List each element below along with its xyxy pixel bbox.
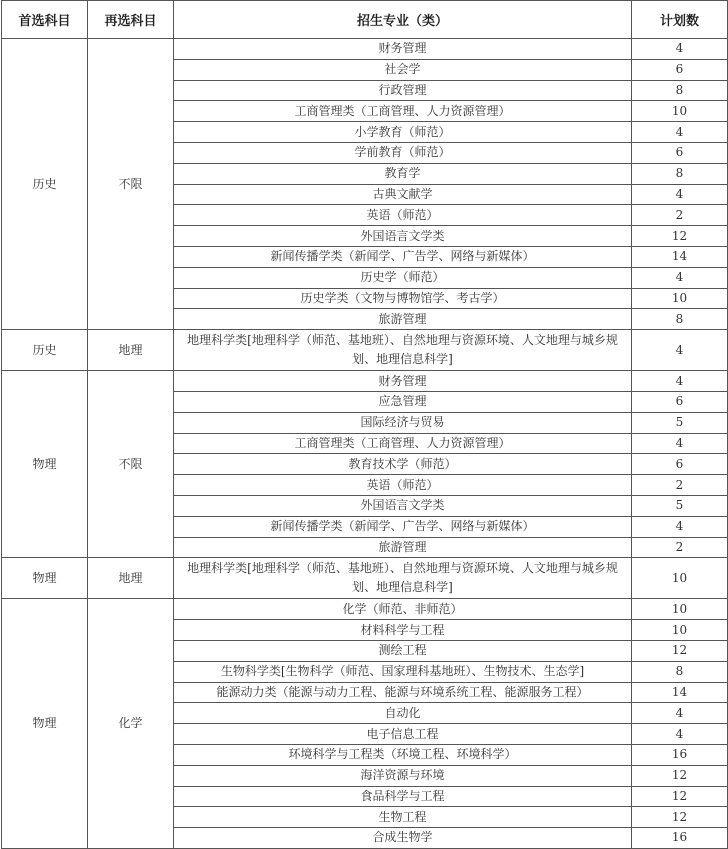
plan-count-cell: 4 <box>632 330 728 371</box>
table-header <box>2 1 728 39</box>
major-cell: 地理科学类[地理科学（师范、基地班）、自然地理与资源环境、人文地理与城乡规划、地理信息科学] <box>174 330 632 371</box>
table-row <box>2 558 728 599</box>
plan-count-cell: 12 <box>632 786 728 807</box>
plan-count-cell: 2 <box>632 205 728 226</box>
plan-count-cell: 4 <box>632 724 728 745</box>
plan-count-cell: 4 <box>632 267 728 288</box>
major-cell: 新闻传播学类（新闻学、广告学、网络与新媒体） <box>174 516 632 537</box>
header-row <box>2 1 728 39</box>
plan-count-cell: 4 <box>632 184 728 205</box>
major-cell: 能源动力类（能源与动力工程、能源与环境系统工程、能源服务工程） <box>174 682 632 703</box>
plan-count-cell: 2 <box>632 537 728 558</box>
header-plan-count: 计划数 <box>632 1 728 39</box>
plan-count-cell: 6 <box>632 454 728 475</box>
first-subject-cell: 物理 <box>2 599 88 849</box>
plan-count-cell: 8 <box>632 661 728 682</box>
major-cell: 社会学 <box>174 59 632 80</box>
major-cell: 电子信息工程 <box>174 724 632 745</box>
plan-count-cell: 14 <box>632 246 728 267</box>
major-cell: 测绘工程 <box>174 640 632 661</box>
second-subject-cell: 地理 <box>88 330 174 371</box>
plan-count-cell: 5 <box>632 412 728 433</box>
major-cell: 英语（师范） <box>174 205 632 226</box>
first-subject-cell: 历史 <box>2 330 88 371</box>
major-cell: 环境科学与工程类（环境工程、环境科学） <box>174 744 632 765</box>
plan-count-cell: 6 <box>632 59 728 80</box>
plan-count-cell: 10 <box>632 288 728 309</box>
major-cell: 生物工程 <box>174 807 632 828</box>
plan-count-cell: 16 <box>632 744 728 765</box>
plan-count-cell: 4 <box>632 122 728 143</box>
plan-count-cell: 16 <box>632 828 728 849</box>
major-cell: 英语（师范） <box>174 475 632 496</box>
major-cell: 海洋资源与环境 <box>174 765 632 786</box>
plan-count-cell: 8 <box>632 163 728 184</box>
table-row <box>2 330 728 371</box>
second-subject-cell: 不限 <box>88 39 174 330</box>
plan-count-cell: 10 <box>632 620 728 641</box>
major-cell: 化学（师范、非师范） <box>174 599 632 620</box>
plan-count-cell: 4 <box>632 516 728 537</box>
table-row <box>2 371 728 392</box>
major-cell: 材料科学与工程 <box>174 620 632 641</box>
plan-count-cell: 5 <box>632 495 728 516</box>
major-cell: 食品科学与工程 <box>174 786 632 807</box>
table-body <box>2 39 728 849</box>
major-cell: 生物科学类[生物科学（师范、国家理科基地班）、生物技术、生态学] <box>174 661 632 682</box>
major-cell: 工商管理类（工商管理、人力资源管理） <box>174 433 632 454</box>
major-cell: 合成生物学 <box>174 828 632 849</box>
enrollment-plan-table <box>1 0 728 849</box>
table-row <box>2 599 728 620</box>
header-major: 招生专业（类） <box>174 1 632 39</box>
plan-count-cell: 14 <box>632 682 728 703</box>
second-subject-cell: 地理 <box>88 558 174 599</box>
major-cell: 外国语言文学类 <box>174 495 632 516</box>
major-cell: 外国语言文学类 <box>174 226 632 247</box>
plan-count-cell: 6 <box>632 142 728 163</box>
plan-count-cell: 6 <box>632 391 728 412</box>
major-cell: 教育学 <box>174 163 632 184</box>
major-cell: 自动化 <box>174 703 632 724</box>
second-subject-cell: 不限 <box>88 371 174 558</box>
major-cell: 旅游管理 <box>174 537 632 558</box>
plan-count-cell: 10 <box>632 558 728 599</box>
plan-count-cell: 4 <box>632 371 728 392</box>
plan-count-cell: 10 <box>632 599 728 620</box>
plan-count-cell: 4 <box>632 433 728 454</box>
major-cell: 教育技术学（师范） <box>174 454 632 475</box>
second-subject-cell: 化学 <box>88 599 174 849</box>
plan-count-cell: 8 <box>632 80 728 101</box>
header-first-subject: 首选科目 <box>2 1 88 39</box>
plan-count-cell: 12 <box>632 807 728 828</box>
major-cell: 行政管理 <box>174 80 632 101</box>
plan-count-cell: 2 <box>632 475 728 496</box>
major-cell: 旅游管理 <box>174 309 632 330</box>
plan-count-cell: 12 <box>632 640 728 661</box>
major-cell: 应急管理 <box>174 391 632 412</box>
major-cell: 历史学（师范） <box>174 267 632 288</box>
major-cell: 小学教育（师范） <box>174 122 632 143</box>
major-cell: 财务管理 <box>174 371 632 392</box>
header-second-subject: 再选科目 <box>88 1 174 39</box>
first-subject-cell: 历史 <box>2 39 88 330</box>
first-subject-cell: 物理 <box>2 371 88 558</box>
plan-count-cell: 8 <box>632 309 728 330</box>
plan-count-cell: 4 <box>632 703 728 724</box>
major-cell: 新闻传播学类（新闻学、广告学、网络与新媒体） <box>174 246 632 267</box>
major-cell: 学前教育（师范） <box>174 142 632 163</box>
plan-count-cell: 12 <box>632 226 728 247</box>
major-cell: 历史学类（文物与博物馆学、考古学） <box>174 288 632 309</box>
major-cell: 地理科学类[地理科学（师范、基地班）、自然地理与资源环境、人文地理与城乡规划、地理信息科学] <box>174 558 632 599</box>
major-cell: 国际经济与贸易 <box>174 412 632 433</box>
plan-count-cell: 10 <box>632 101 728 122</box>
table-row <box>2 39 728 60</box>
major-cell: 古典文献学 <box>174 184 632 205</box>
first-subject-cell: 物理 <box>2 558 88 599</box>
major-cell: 工商管理类（工商管理、人力资源管理） <box>174 101 632 122</box>
major-cell: 财务管理 <box>174 39 632 60</box>
plan-count-cell: 4 <box>632 39 728 60</box>
plan-count-cell: 12 <box>632 765 728 786</box>
